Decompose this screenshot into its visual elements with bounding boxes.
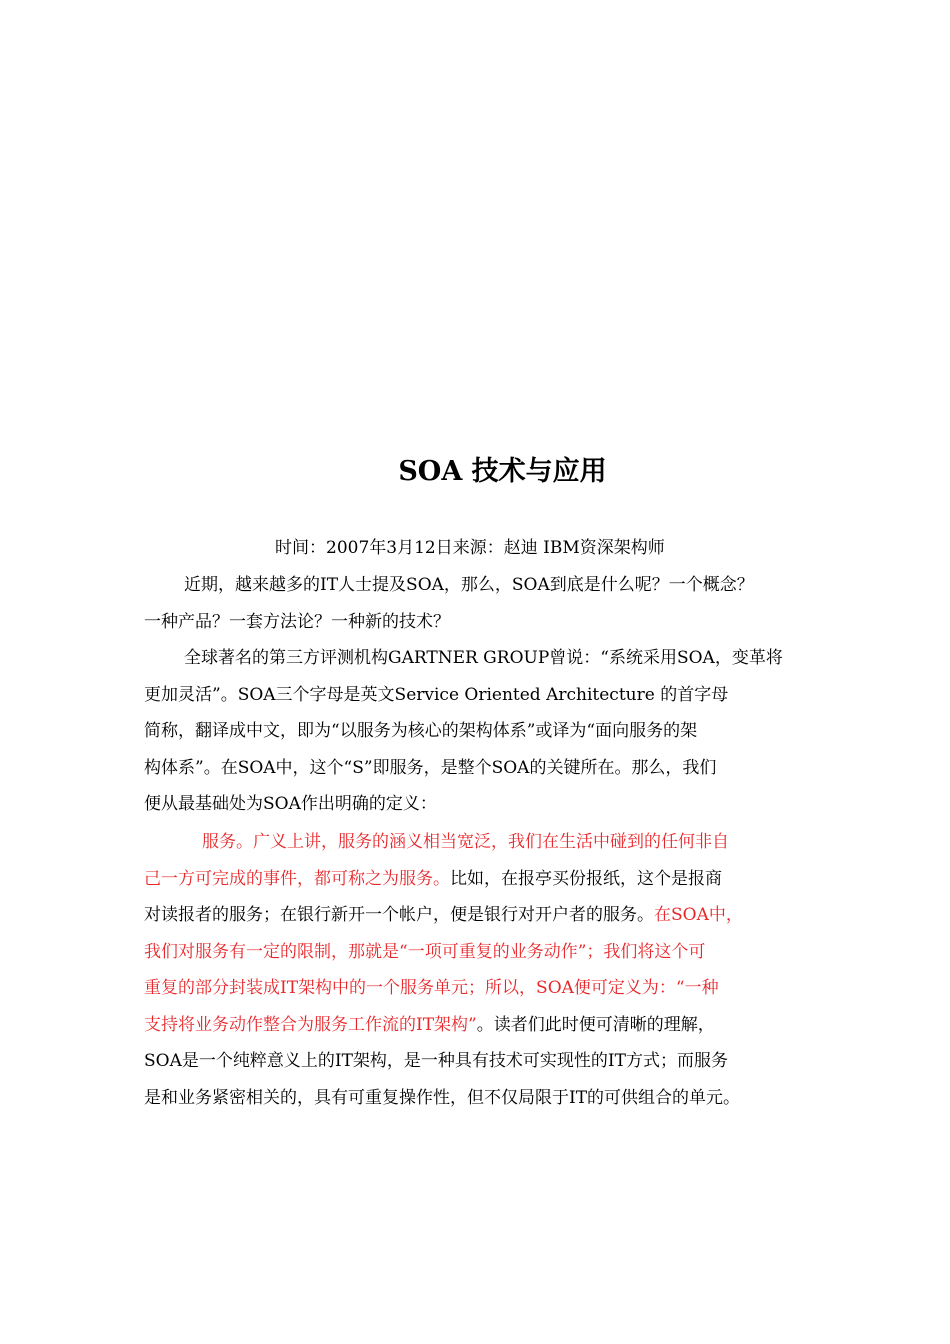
plain-text: 。读者们此时便可清晰的理解， bbox=[476, 1014, 715, 1035]
paragraph-line bbox=[144, 897, 834, 934]
paragraph-gartner bbox=[144, 640, 834, 823]
paragraph-line: 我们对服务有一定的限制，那就是“一项可重复的业务动作”；我们将这个可 bbox=[144, 941, 706, 962]
paragraph-line: 近期，越来越多的IT人士提及SOA，那么，SOA到底是什么呢？一个概念？ bbox=[184, 575, 754, 595]
paragraph-service-definition bbox=[144, 824, 834, 1116]
paragraph-intro bbox=[144, 567, 834, 640]
document-title: SOA 技术与应用 bbox=[398, 456, 607, 487]
plain-text: 比如，在报亭买份报纸，这个是报商 bbox=[450, 868, 722, 889]
paragraph-line: 全球著名的第三方评测机构GARTNER GROUP曾说：“系统采用SOA，变革将 bbox=[184, 648, 783, 668]
paragraph-line: 是和业务紧密相关的，具有可重复操作性，但不仅局限于IT的可供组合的单元。 bbox=[144, 1087, 741, 1108]
highlighted-text: 在SOA中， bbox=[654, 905, 743, 925]
paragraph-line bbox=[144, 861, 834, 898]
plain-text: 对读报者的服务；在银行新开一个帐户，便是银行对开户者的服务。 bbox=[144, 905, 654, 925]
paragraph-line: 服务。广义上讲，服务的涵义相当宽泛，我们在生活中碰到的任何非自 bbox=[202, 832, 729, 852]
highlighted-text: 己一方可完成的事件，都可称之为服务。 bbox=[144, 868, 450, 889]
paragraph-line: SOA是一个纯粹意义上的IT架构，是一种具有技术可实现性的IT方式；而服务 bbox=[144, 1051, 728, 1071]
paragraph-line: 一种产品？一套方法论？一种新的技术？ bbox=[144, 611, 450, 632]
paragraph-line: 构体系”。在SOA中，这个“S”即服务，是整个SOA的关键所在。那么，我们 bbox=[144, 757, 717, 778]
paragraph-line: 重复的部分封装成IT架构中的一个服务单元；所以，SOA便可定义为：“一种 bbox=[144, 978, 719, 998]
paragraph-line bbox=[144, 1007, 834, 1044]
paragraph-line: 便从最基础处为SOA作出明确的定义： bbox=[144, 794, 437, 814]
paragraph-line: 更加灵活”。SOA三个字母是英文Service Oriented Architecture 的首字母 bbox=[144, 684, 729, 705]
byline: 时间：2007年3月12日来源：赵迪 IBM资深架构师 bbox=[275, 538, 665, 558]
highlighted-text: 支持将业务动作整合为服务工作流的IT架构” bbox=[144, 1014, 477, 1035]
paragraph-line: 简称，翻译成中文，即为“以服务为核心的架构体系”或译为“面向服务的架 bbox=[144, 721, 698, 741]
